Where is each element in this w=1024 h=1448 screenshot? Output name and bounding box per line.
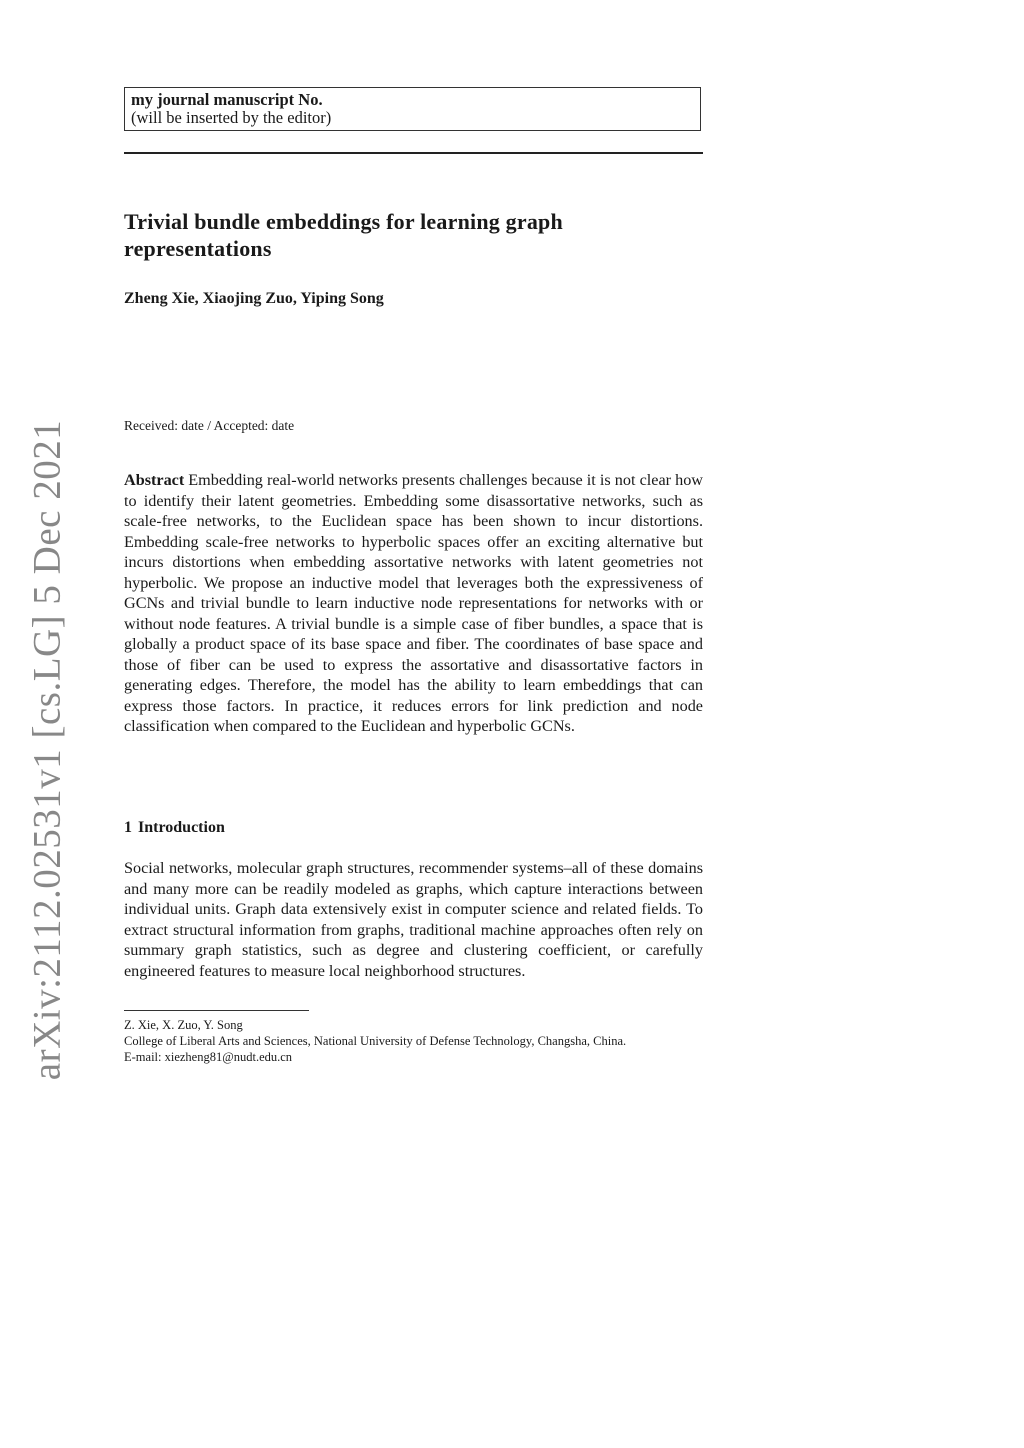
section-title: Introduction [138,819,225,836]
footnote-email: E-mail: xiezheng81@nudt.edu.cn [124,1050,293,1064]
section-number: 1 [124,819,132,836]
paper-title: Trivial bundle embeddings for learning graph representations [124,209,563,261]
footnote-rule [124,1010,309,1011]
footnote-affiliation: College of Liberal Arts and Sciences, National University of Defense Technology, Changsha, China. [124,1034,627,1048]
received-date: Received: date / Accepted: date [124,418,295,433]
footnote [124,1017,703,1065]
arxiv-stamp: arXiv:2112.02531v1 [cs.LG] 5 Dec 2021 [25,419,69,1081]
abstract-label: Abstract [124,471,185,489]
editor-box [124,87,701,131]
abstract [124,470,703,737]
section-heading-introduction [124,818,225,838]
introduction-paragraph: Social networks, molecular graph structures, recommender systems–all of these domains and many more can be readily modeled as graphs, which capture interactions between individual units. Graph data extensively exist in computer science and related fields. To extract structural information from graphs, traditional machine approaches often rely on summary graph statistics, such as degree and clustering coefficient, or carefully engineered features to measure local neighborhood structures. [124,859,703,980]
manuscript-label: my journal manuscript No. [131,90,323,109]
editor-note: (will be inserted by the editor) [131,108,332,127]
abstract-text: Embedding real-world networks presents challenges because it is not clear how to identify their latent geometries. Embedding some disassortative networks, such as scale-free networks, to the Euclidean space has been shown to incur distortions. Embedding scale-free networks to hyperbolic spaces offer an exciting alternative but incurs distortions when embedding assortative networks with latent geometries not hyperbolic. We propose an inductive model that leverages both the expressiveness of GCNs and trivial bundle to learn inductive node representations for networks with or without node features. A trivial bundle is a simple case of fiber bundles, a space that is globally a product space of its base space and fiber. The coordinates of base space and those of fiber can be used to express the assortative and disassortative factors in generating edges. Therefore, the model has the ability to learn embeddings that can express those factors. In practice, it reduces errors for link prediction and node classification when compared to the Euclidean and hyperbolic GCNs. [124,471,703,735]
paper-authors: Zheng Xie, Xiaojing Zuo, Yiping Song [124,290,384,307]
footnote-authors: Z. Xie, X. Zuo, Y. Song [124,1018,243,1032]
header-rule [124,152,703,154]
